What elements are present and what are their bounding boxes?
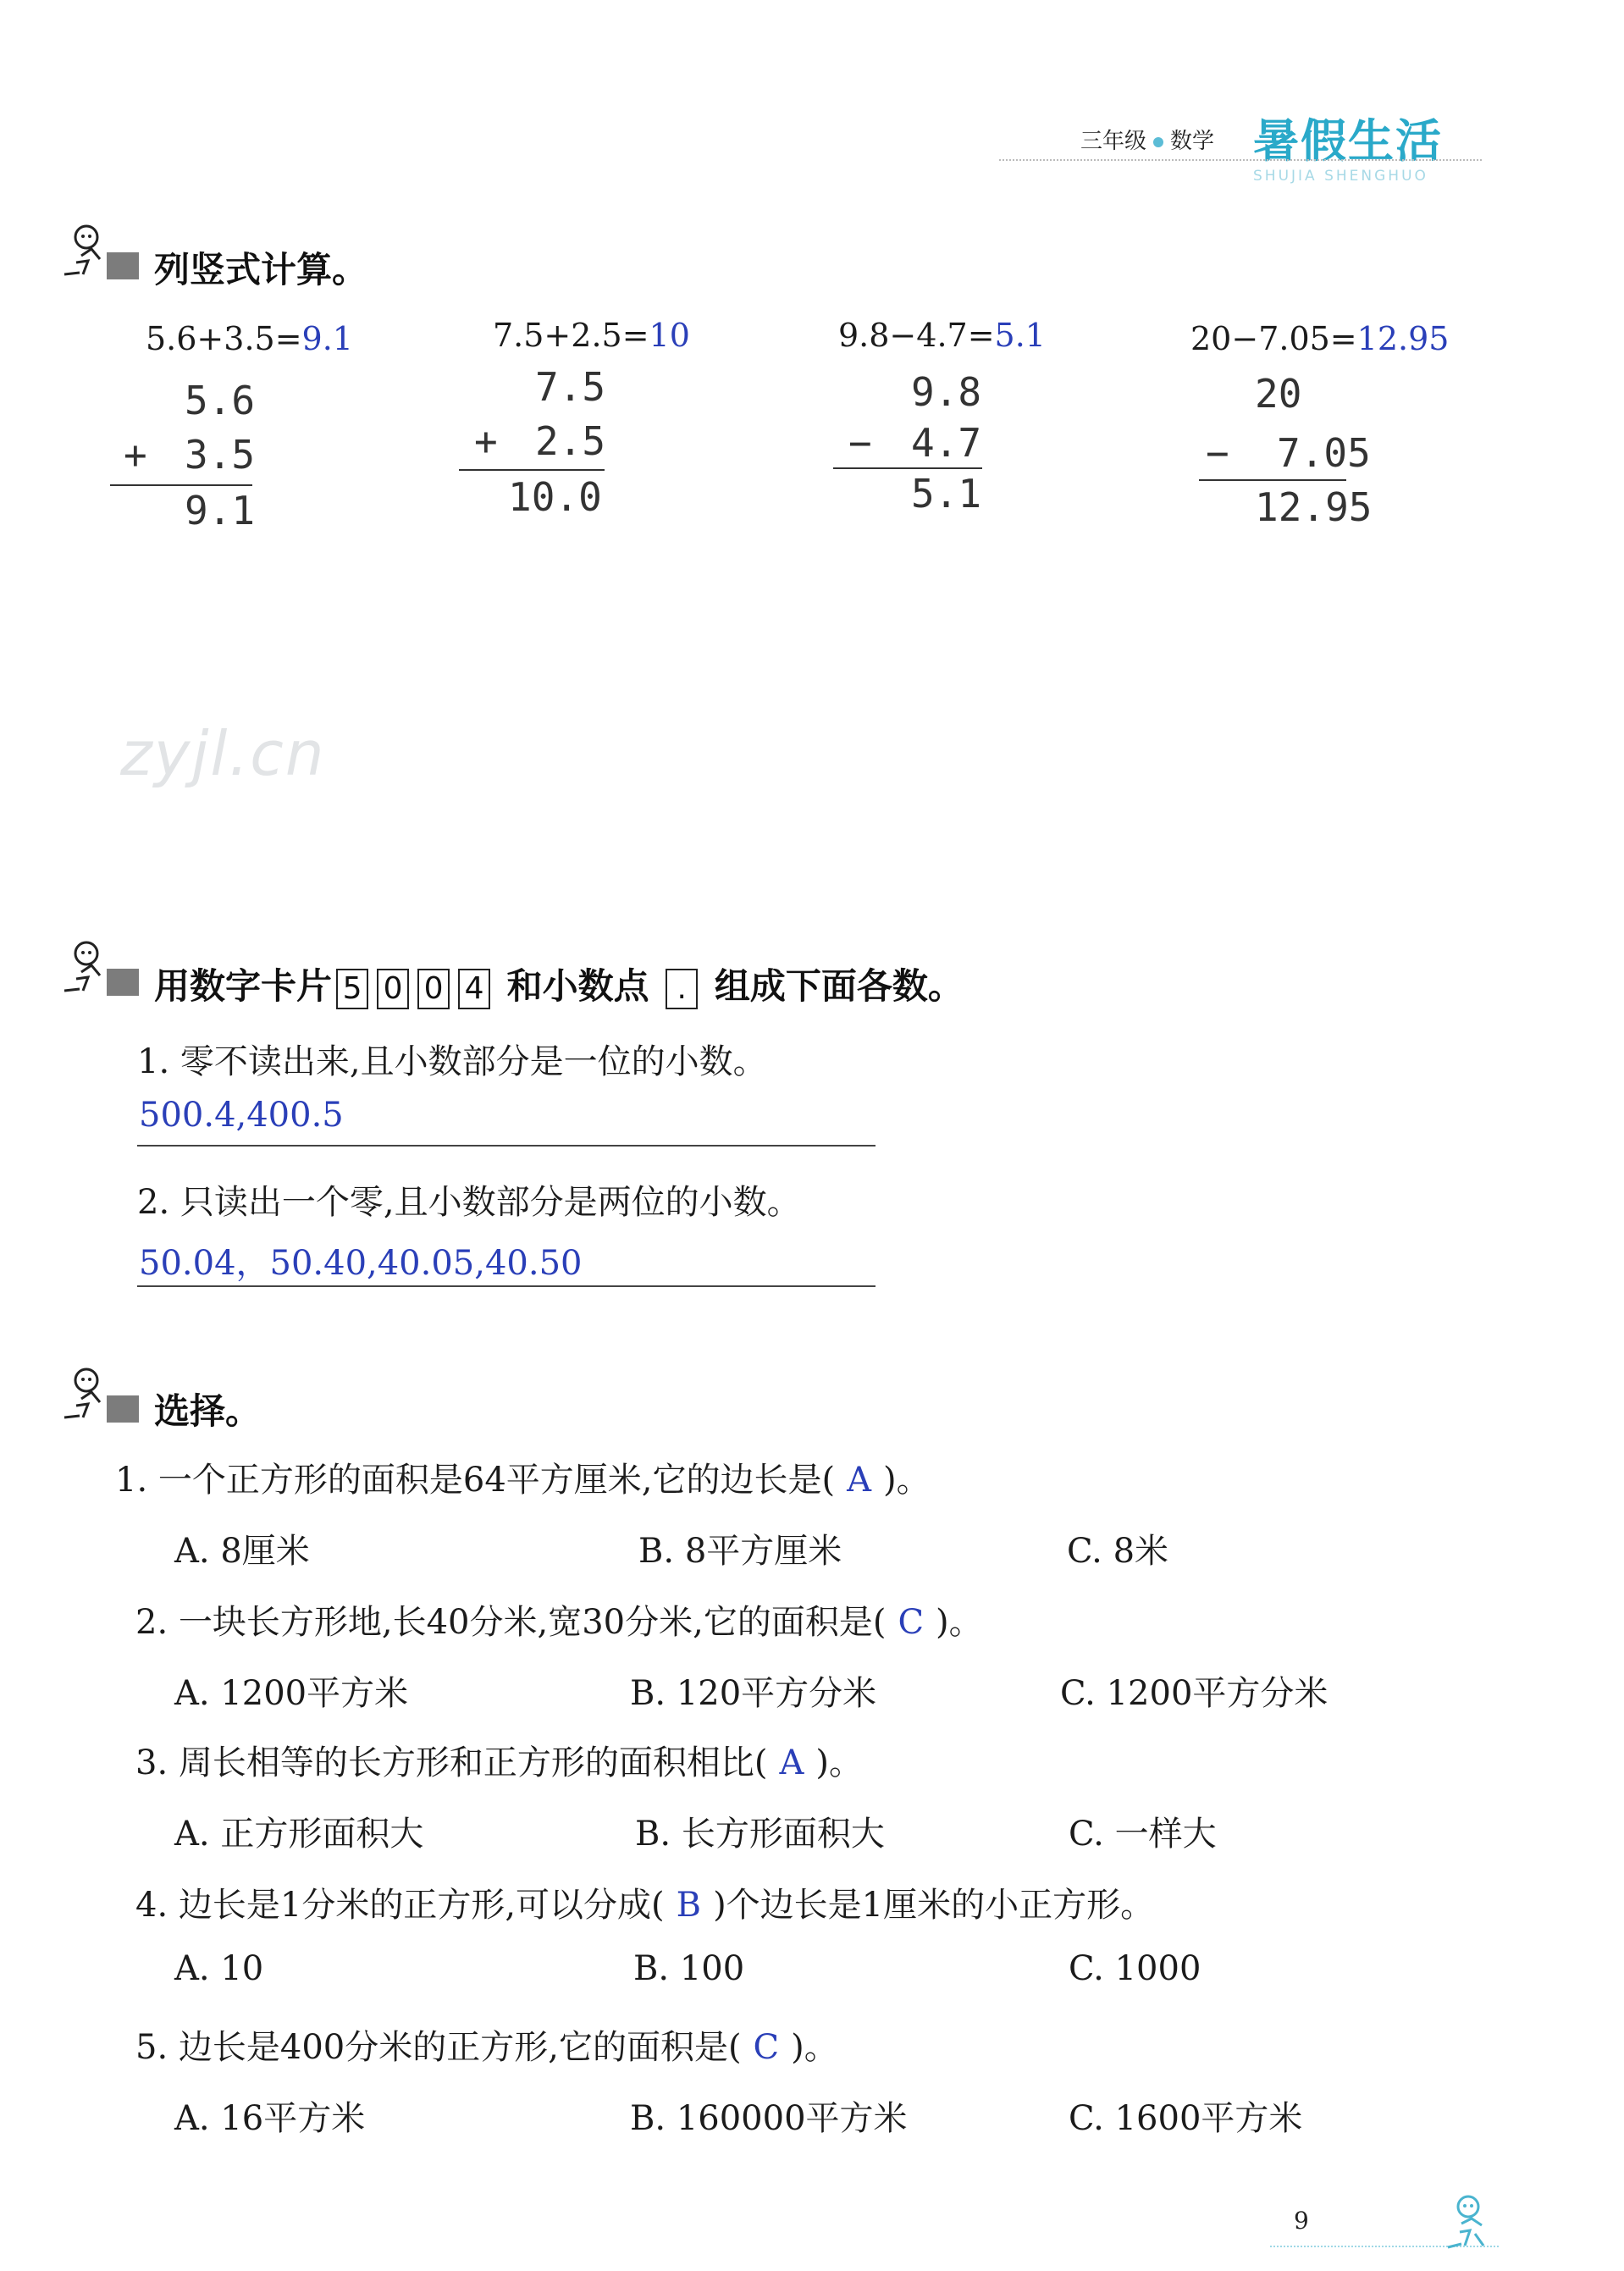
kid-runner-icon bbox=[58, 222, 151, 281]
grade-subject bbox=[1080, 124, 1214, 155]
digit-card: 0 bbox=[377, 969, 409, 1009]
problem-3-expression bbox=[838, 317, 1046, 354]
question-answer: A bbox=[847, 1461, 871, 1500]
option-c: C. 一样大 bbox=[1069, 1815, 1217, 1854]
expression-text: 20−7.05= bbox=[1190, 320, 1357, 357]
question-text: 2. 一块长方形地,长40分米,宽30分米,它的面积是( bbox=[135, 1603, 887, 1642]
fill-question-1: 1. 零不读出来,且小数部分是一位的小数。 bbox=[137, 1042, 767, 1081]
choice-question-1 bbox=[115, 1453, 931, 1501]
separator-dot-icon bbox=[1153, 137, 1163, 147]
option-b: B. 100 bbox=[633, 1949, 745, 1988]
vertical-top-number: 5.6 bbox=[185, 378, 256, 423]
answer-text: 10 bbox=[649, 317, 690, 354]
option-a: A. 10 bbox=[174, 1949, 264, 1988]
fill-answer-2: 50.04，50.40,40.05,40.50 bbox=[139, 1244, 583, 1283]
problem-2-expression bbox=[493, 317, 690, 354]
title-middle: 和小数点 bbox=[506, 965, 649, 1007]
option-a: A. 16平方米 bbox=[174, 2099, 366, 2138]
title-prefix: 用数字卡片 bbox=[154, 965, 333, 1007]
question-text: 4. 边长是1分米的正方形,可以分成( bbox=[135, 1886, 665, 1925]
section3-title: 选择。 bbox=[154, 1390, 262, 1432]
option-b: B. 120平方分米 bbox=[630, 1674, 877, 1713]
choice-question-2 bbox=[135, 1595, 983, 1644]
subject-label: 数学 bbox=[1170, 129, 1215, 154]
question-tail: )。 bbox=[815, 1743, 863, 1782]
question-answer: A bbox=[779, 1743, 804, 1782]
operator-sign: + bbox=[124, 432, 147, 478]
vertical-bottom-number: 3.5 bbox=[185, 432, 256, 478]
question-tail: )。 bbox=[883, 1461, 931, 1500]
option-a: A. 1200平方米 bbox=[174, 1674, 409, 1713]
vertical-top-number: 9.8 bbox=[911, 369, 982, 415]
operator-sign: − bbox=[848, 420, 872, 466]
expression-text: 7.5+2.5= bbox=[493, 317, 649, 354]
problem-1-expression bbox=[146, 320, 353, 357]
answer-text: 5.1 bbox=[994, 317, 1046, 354]
answer-line bbox=[137, 1145, 876, 1147]
answer-line bbox=[137, 1285, 876, 1287]
section2-title bbox=[154, 959, 964, 1009]
fill-question-2: 2. 只读出一个零,且小数部分是两位的小数。 bbox=[137, 1183, 801, 1222]
option-c: C. 1000 bbox=[1069, 1949, 1201, 1988]
question-tail: )个边长是1厘米的小正方形。 bbox=[713, 1886, 1155, 1925]
brand-logo: 暑假生活 bbox=[1253, 114, 1443, 168]
option-b: B. 长方形面积大 bbox=[635, 1815, 885, 1854]
vertical-divider-line bbox=[833, 467, 982, 469]
question-answer: B bbox=[676, 1886, 702, 1925]
choice-question-3 bbox=[135, 1736, 863, 1784]
brand-pinyin: SHUJIA SHENGHUO bbox=[1253, 168, 1428, 185]
digit-card: 4 bbox=[458, 969, 490, 1009]
vertical-top-number: 7.5 bbox=[535, 364, 606, 410]
vertical-bottom-number: 7.05 bbox=[1277, 430, 1371, 476]
watermark-text: zyjl.cn bbox=[120, 718, 326, 789]
decimal-point-card: . bbox=[666, 969, 698, 1009]
option-c: C. 1600平方米 bbox=[1069, 2099, 1303, 2138]
vertical-result: 12.95 bbox=[1255, 484, 1373, 530]
vertical-bottom-number: 2.5 bbox=[535, 418, 606, 464]
digit-card: 5 bbox=[336, 969, 368, 1009]
answer-text: 12.95 bbox=[1356, 320, 1450, 357]
answer-text: 9.1 bbox=[301, 320, 353, 357]
page-header bbox=[999, 108, 1490, 193]
vertical-divider-line bbox=[1199, 479, 1346, 481]
question-text: 1. 一个正方形的面积是64平方厘米,它的边长是( bbox=[115, 1461, 836, 1500]
kid-runner-icon bbox=[58, 938, 151, 997]
vertical-bottom-number: 4.7 bbox=[911, 420, 982, 466]
digit-card: 0 bbox=[417, 969, 450, 1009]
vertical-result: 9.1 bbox=[185, 488, 256, 533]
option-c: C. 1200平方分米 bbox=[1060, 1674, 1328, 1713]
page-number: 9 bbox=[1294, 2207, 1309, 2235]
operator-sign: + bbox=[474, 418, 498, 464]
title-suffix: 组成下面各数。 bbox=[714, 965, 964, 1007]
problem-4-expression bbox=[1190, 320, 1449, 357]
question-answer: C bbox=[753, 2028, 780, 2067]
option-b: B. 8平方厘米 bbox=[638, 1532, 842, 1571]
option-a: A. 正方形面积大 bbox=[174, 1815, 424, 1854]
question-text: 5. 边长是400分米的正方形,它的面积是( bbox=[135, 2028, 742, 2067]
option-a: A. 8厘米 bbox=[174, 1532, 310, 1571]
vertical-divider-line bbox=[459, 469, 605, 471]
footer-kid-icon bbox=[1431, 2191, 1507, 2259]
grade-label: 三年级 bbox=[1080, 129, 1147, 154]
expression-text: 9.8−4.7= bbox=[838, 317, 995, 354]
vertical-result: 10.0 bbox=[508, 474, 602, 520]
kid-runner-icon bbox=[58, 1365, 151, 1424]
choice-question-5 bbox=[135, 2020, 838, 2069]
question-answer: C bbox=[898, 1603, 925, 1642]
question-text: 3. 周长相等的长方形和正方形的面积相比( bbox=[135, 1743, 768, 1782]
option-b: B. 160000平方米 bbox=[630, 2099, 908, 2138]
section-icon bbox=[58, 1365, 151, 1424]
vertical-top-number: 20 bbox=[1255, 371, 1302, 417]
section-icon bbox=[58, 938, 151, 997]
header-rule bbox=[999, 159, 1482, 163]
expression-text: 5.6+3.5= bbox=[146, 320, 302, 357]
section-icon bbox=[58, 222, 151, 281]
vertical-result: 5.1 bbox=[911, 471, 982, 517]
section1-title: 列竖式计算。 bbox=[154, 249, 368, 290]
operator-sign: − bbox=[1206, 430, 1229, 476]
question-tail: )。 bbox=[936, 1603, 983, 1642]
question-tail: )。 bbox=[791, 2028, 838, 2067]
choice-question-4 bbox=[135, 1878, 1154, 1926]
fill-answer-1: 500.4,400.5 bbox=[139, 1096, 344, 1135]
vertical-divider-line bbox=[110, 484, 252, 486]
option-c: C. 8米 bbox=[1067, 1532, 1169, 1571]
kid-runner-icon bbox=[1431, 2191, 1507, 2259]
